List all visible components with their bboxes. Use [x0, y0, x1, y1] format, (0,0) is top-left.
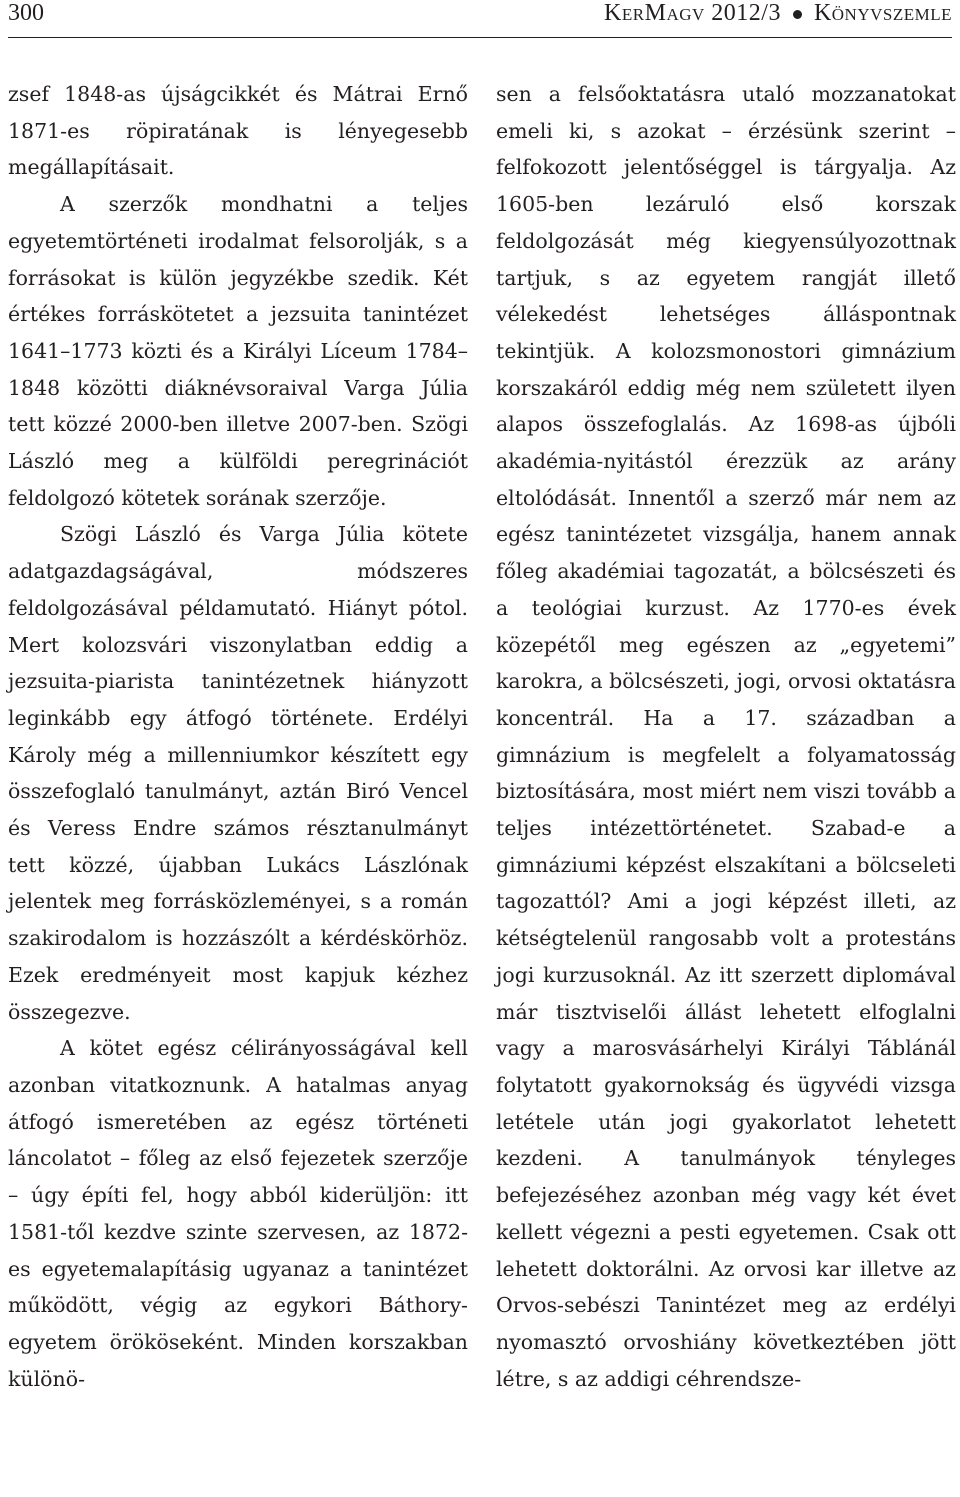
left-paragraph-3: Szögi László és Varga Júlia kötete adatgazdagságával, módszeres feldolgozásával példamutató. Hiányt pótol. Mert kolozsvári viszonylatban eddig a jezsuita-piarista tanintézetnek hiányzott leginkább egy átfogó története. Erdélyi Károly még a millenniumkor készített egy összefoglaló tanulmányt, aztán Biró Vencel és Veress Endre számos résztanulmányt tett közzé, újabban Lukács Lászlónak jelentek meg forrásközleményei, s a román szakirodalom is hozzászólt a kérdéskörhöz. Ezek eredményeit most kapjuk kézhez összegezve.: [8, 522, 468, 1024]
bullet-separator-icon: [793, 10, 802, 19]
running-head: [604, 0, 952, 26]
left-column: [8, 76, 468, 1397]
page-number: 300: [8, 0, 44, 26]
right-column: [496, 76, 956, 1397]
left-paragraph-4: A kötet egész célirányosságával kell azonban vitatkoznunk. A hatalmas anyag átfogó ismeretében az egész történeti láncolatot – főleg az első fejezetek szerzője – úgy építi fel, hogy abból kiderüljön: itt 1581-től kezdve szinte szervesen, az 1872-es egyetemalapításig ugyanaz a tanintézet működött, végig az egykori Báthory-egyetem örököseként. Minden korszakban különö-: [8, 1036, 468, 1391]
header-rule: [8, 37, 952, 38]
page-header: [8, 0, 952, 40]
left-paragraph-1: zsef 1848-as újságcikkét és Mátrai Ernő 1871-es röpiratának is lényegesebb megállapításait.: [8, 82, 468, 180]
journal-title: KerMagv 2012/3: [604, 0, 781, 26]
left-paragraph-2: A szerzők mondhatni a teljes egyetemtörténeti irodalmat felsorolják, s a forrásokat is külön jegyzékbe szedik. Két értékes forráskötetet a jezsuita tanintézet 1641–1773 közti és a Királyi Líceum 1784–1848 közötti diáknévsoraival Varga Júlia tett közzé 2000-ben illetve 2007-ben. Szögi László meg a külföldi peregrinációt feldolgozó kötetek sorának szerzője.: [8, 192, 468, 510]
section-title: Könyvszemle: [813, 0, 952, 26]
right-paragraph-1: sen a felsőoktatásra utaló mozzanatokat emeli ki, s azokat – érzésünk szerint – felfokozott jelentőséggel is tárgyalja. Az 1605-ben lezáruló első korszak feldolgozását még kiegyensúlyozottnak tartjuk, s az egyetem rangját illető vélekedést lehetséges álláspontnak tekintjük. A kolozsmonostori gimnázium korszakáról eddig még nem született ilyen alapos összefoglalás. Az 1698-as újbóli akadémia-nyitástól érezzük az arány eltolódását. Innentől a szerző már nem az egész tanintézetet vizsgálja, hanem annak főleg akadémiai tagozatát, a bölcsészeti és a teológiai kurzust. Az 1770-es évek közepétől meg egészen az „egyetemi” karokra, a bölcsészeti, jogi, orvosi oktatásra koncentrál. Ha a 17. században a gimnázium is megfelelt a folyamatosság biztosítására, most miért nem viszi tovább a teljes intézettörténetet. Szabad-e a gimnáziumi képzést elszakítani a bölcseleti tagozattól? Ami a jogi képzést illeti, az kétségtelenül rangosabb volt a protestáns jogi kurzusoknál. Az itt szerzett diplomával már tisztviselői állást lehetett elfoglalni vagy a marosvásárhelyi Királyi Táblánál folytatott gyakornokság és ügyvédi vizsga letétele után jogi gyakorlatot lehetett kezdeni. A tanulmányok tényleges befejezéséhez azonban még vagy két évet kellett végezni a pesti egyetemen. Csak ott lehetett doktorálni. Az orvosi kar illetve az Orvos-sebészi Tanintézet meg az erdélyi nyomasztó orvoshiány következtében jött létre, s az addigi céhrendsze-: [496, 82, 956, 1391]
